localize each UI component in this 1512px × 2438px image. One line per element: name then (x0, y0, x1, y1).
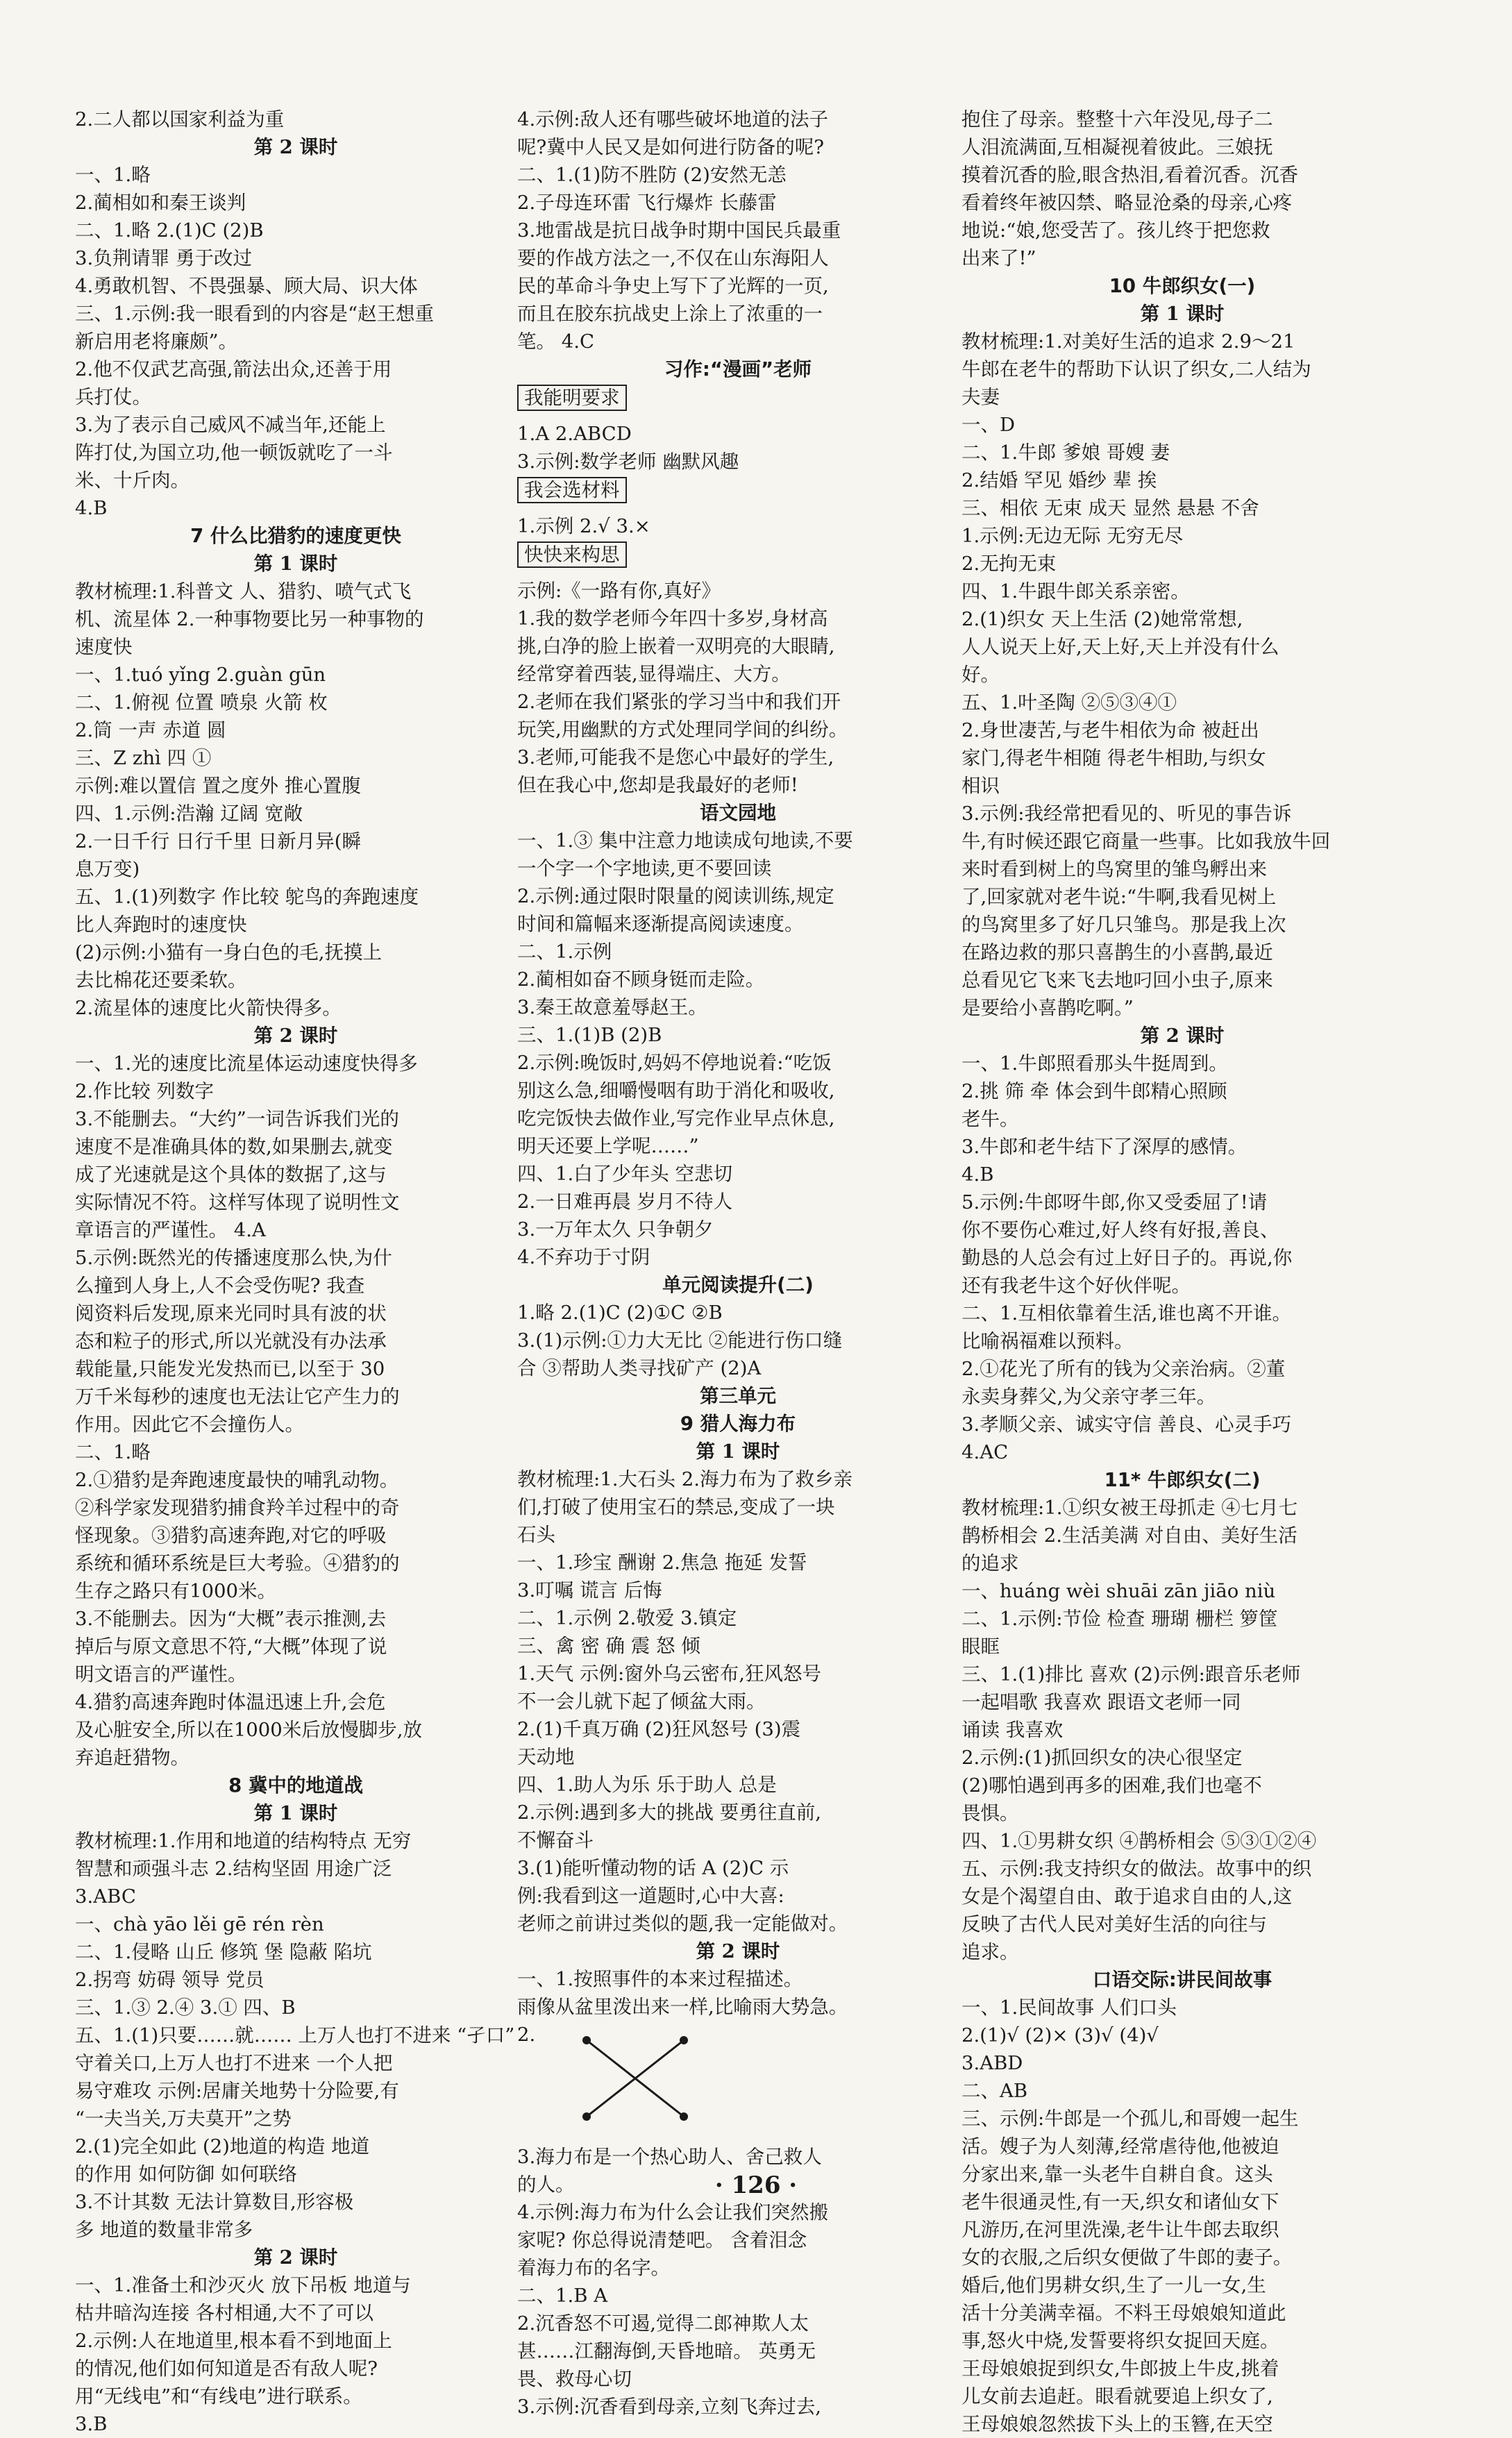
answer-line: 3.海力布是一个热心助人、舍己救人 (517, 2146, 822, 2168)
answer-line: 教材梳理:1.作用和地道的结构特点 无穷 (75, 1830, 412, 1852)
answer-line: 4.猎豹高速奔跑时体温迅速上升,会危 (75, 1691, 386, 1713)
answer-line: “一夫当关,万夫莫开”之势 (75, 2108, 292, 2130)
answer-line: 态和粒子的形式,所以光就没有办法承 (75, 1330, 387, 1352)
answer-line: 的追求 (961, 1552, 1019, 1574)
answer-line: 3.不能删去。因为“大概”表示推测,去 (75, 1608, 387, 1630)
answer-line: 四、1.白了少年头 空悲切 (517, 1163, 732, 1185)
answer-line: 2.示例:(1)抓回织女的决心很坚定 (961, 1747, 1243, 1769)
answer-line (517, 2021, 959, 2143)
answer-line: 3.B (75, 2413, 108, 2435)
answer-line: 分家出来,靠一头老牛自耕自食。这头 (961, 2163, 1273, 2185)
answer-line: 万千米每秒的速度也无法让它产生力的 (75, 1386, 400, 1408)
answer-line: 二、AB (961, 2080, 1028, 2102)
answer-line: 2.子母连环雷 飞行爆炸 长藤雷 (517, 192, 777, 214)
answer-line: 天动地 (517, 1746, 575, 1768)
answer-line: 3.老师,可能我不是您心中最好的学生, (517, 746, 834, 768)
answer-line: 阵打仗,为国立功,他一顿饭就吃了一斗 (75, 442, 393, 464)
answer-line: 地说:“娘,您受苦了。孩儿终于把您救 (961, 219, 1270, 242)
answer-line: 载能量,只能发光发热而已,以至于 30 (75, 1358, 385, 1380)
answer-line: 2.沉香怒不可遏,觉得二郎神欺人太 (517, 2312, 809, 2335)
answer-line: 吃完饭快去做作业,写完作业早点休息, (517, 1107, 835, 1129)
answer-line: 三、1.(1)排比 喜欢 (2)示例:跟音乐老师 (961, 1663, 1301, 1685)
answer-line: 牛,有时候还跟它商量一些事。比如我放牛回 (961, 830, 1331, 852)
answer-line: 事,怒火中烧,发誓要将织女捉回天庭。 (961, 2330, 1279, 2352)
answer-line: 一、1.略 (75, 164, 151, 186)
section-heading: 单元阅读提升(二) (662, 1274, 814, 1296)
answer-line: 2.示例:遇到多大的挑战 要勇往直前, (517, 1801, 821, 1824)
answer-line: 3.ABD (961, 2052, 1023, 2074)
answer-line: 三、相依 无束 成天 显然 悬悬 不舍 (961, 497, 1259, 519)
answer-line: 3.地雷战是抗日战争时期中国民兵最重 (517, 219, 841, 242)
answer-line: 勤恳的人总会有过上好日子的。再说,你 (961, 1247, 1293, 1269)
answer-line: 2.无拘无束 (961, 553, 1057, 575)
answer-line: 教材梳理:1.对美好生活的追求 2.9～21 (961, 330, 1295, 353)
answer-line: 牛郎在老牛的帮助下认识了织女,二人结为 (961, 358, 1311, 380)
answer-line: 速度快 (75, 636, 133, 658)
answer-line: 3.为了表示自己威风不减当年,还能上 (75, 414, 386, 436)
lesson-heading: 第 2 课时 (696, 1940, 780, 1962)
answer-line: 弃追赶猎物。 (75, 1747, 190, 1769)
answer-line: 二、1.侵略 山丘 修筑 堡 隐蔽 陷坑 (75, 1941, 372, 1963)
answer-line: 看着终年被囚禁、略显沧桑的母亲,心疼 (961, 192, 1293, 214)
answer-line: 兵打仗。 (75, 386, 151, 408)
answer-line: 抱住了母亲。整整十六年没见,母子二 (961, 108, 1273, 131)
answer-line: 二、1.俯视 位置 喷泉 火箭 枚 (75, 691, 328, 714)
answer-line: 女是个渴望自由、敢于追求自由的人,这 (961, 1885, 1293, 1908)
answer-line: 婚后,他们男耕女织,生了一儿一女,生 (961, 2274, 1266, 2296)
answer-line: 息万变) (75, 858, 140, 880)
answer-line: 人泪流满面,互相凝视着彼此。三娘抚 (961, 136, 1273, 158)
answer-line: 一、1.③ 集中注意力地读成句地读,不要 (517, 830, 853, 852)
answer-line: 三、Z zhì 四 ① (75, 747, 212, 769)
answer-line: 2.一日千行 日行千里 日新月异(瞬 (75, 830, 361, 852)
answer-line: 畏、救母心切 (517, 2368, 632, 2390)
lesson-heading: 第 1 课时 (1140, 303, 1225, 325)
answer-line: 实际情况不符。这样写体现了说明性文 (75, 1191, 400, 1213)
answer-line: 明文语言的严谨性。 (75, 1663, 247, 1685)
answer-line: 2.一日难再晨 岁月不待人 (517, 1191, 732, 1213)
answer-line: 家呢? 你总得说清楚吧。 含着泪念 (517, 2229, 807, 2251)
answer-line: 凡游历,在河里洗澡,老牛让牛郎去取织 (961, 2219, 1279, 2241)
answer-line: 1.示例:无边无际 无穷无尽 (961, 525, 1184, 547)
answer-line: 是要给小喜鹊吃啊。” (961, 997, 1134, 1019)
answer-line: 三、示例:牛郎是一个孤儿,和哥嫂一起生 (961, 2108, 1299, 2130)
answer-line: 一、huáng wèi shuāi zān jiāo niù (961, 1580, 1276, 1602)
answer-line: 教材梳理:1.科普文 人、猎豹、喷气式飞 (75, 580, 412, 603)
answer-line: 2.身世凄苦,与老牛相依为命 被赶出 (961, 719, 1259, 741)
answer-line: 而且在胶东抗战史上涂上了浓重的一 (517, 303, 823, 325)
answer-line: 3.ABC (75, 1885, 136, 1908)
answer-line: 守着关口,上万人也打不进来 一个人把 (75, 2052, 393, 2074)
answer-line: 二、1.(1)防不胜防 (2)安然无恙 (517, 164, 787, 186)
answer-line: 1.示例 2.√ 3.× (517, 515, 650, 537)
answer-line: 新启用老将廉颇”。 (75, 330, 238, 353)
answer-line: 一、1.tuó yǐng 2.guàn gūn (75, 664, 326, 686)
answer-line: 示例:难以置信 置之度外 推心置腹 (75, 775, 361, 797)
answer-line: 2.(1)千真万确 (2)狂风怒号 (3)震 (517, 1718, 801, 1740)
answer-line: 3.秦王故意羞辱赵王。 (517, 996, 707, 1018)
section-heading: 11* 牛郎织女(二) (1104, 1469, 1261, 1491)
answer-line: 用“无线电”和“有线电”进行联系。 (75, 2385, 362, 2407)
answer-line: 2.(1)完全如此 (2)地道的构造 地道 (75, 2135, 370, 2158)
answer-line: 诵读 我喜欢 (961, 1719, 1064, 1741)
answer-line: 二、1.略 (75, 1441, 151, 1463)
answer-line: 3.示例:沉香看到母亲,立刻飞奔过去, (517, 2396, 821, 2418)
answer-line: 四、1.①男耕女织 ④鹊桥相会 ⑤③①②④ (961, 1830, 1317, 1852)
answer-line: 比人奔跑时的速度快 (75, 914, 247, 936)
answer-line: 二、1.互相依靠着生活,谁也离不开谁。 (961, 1302, 1291, 1325)
answer-line: 的情况,他们如何知道是否有敌人呢? (75, 2357, 378, 2380)
answer-line: 玩笑,用幽默的方式处理同学间的纠纷。 (517, 718, 848, 741)
answer-line: 眼眶 (961, 1636, 1000, 1658)
lesson-heading: 第 2 课时 (1140, 1025, 1225, 1047)
answer-line: 2.①猎豹是奔跑速度最快的哺乳动物。 (75, 1469, 399, 1491)
answer-line: 儿女前去追赶。眼看就要追上织女了, (961, 2385, 1273, 2407)
answer-line: 2.示例:通过限时限量的阅读训练,规定 (517, 885, 834, 907)
answer-line: 2.蔺相如和秦王谈判 (75, 192, 246, 214)
boxed-heading: 我会选材料 (517, 477, 627, 503)
answer-line: 一、1.牛郎照看那头牛挺周到。 (961, 1052, 1228, 1075)
answer-line: 3.不能删去。“大约”一词告诉我们光的 (75, 1108, 399, 1130)
answer-line: 二、1.示例:节俭 检查 珊瑚 栅栏 箩筐 (961, 1608, 1278, 1630)
answer-line: 要的作战方法之一,不仅在山东海阳人 (517, 247, 829, 269)
answer-line: 王母娘娘忽然拔下头上的玉簪,在天空 (961, 2413, 1273, 2435)
answer-line: 系统和循环系统是巨大考验。④猎豹的 (75, 1552, 400, 1574)
answer-line: 4.B (961, 1163, 994, 1186)
section-heading: 语文园地 (700, 802, 776, 824)
answer-line: 教材梳理:1.①织女被王母抓走 ④七月七 (961, 1497, 1298, 1519)
answer-line: 枯井暗沟连接 各村相通,大不了可以 (75, 2302, 373, 2324)
answer-line: 甚……江翻海倒,天昏地暗。 英勇无 (517, 2340, 816, 2362)
answer-line: 呢?冀中人民又是如何进行防备的呢? (517, 136, 824, 158)
answer-line: 四、1.牛跟牛郎关系亲密。 (961, 580, 1190, 603)
answer-line: 三、1.(1)B (2)B (517, 1024, 662, 1046)
answer-line: 2.挑 筛 牵 体会到牛郎精心照顾 (961, 1080, 1227, 1102)
answer-column-left (75, 106, 516, 2438)
answer-line: (2)哪怕遇到再多的困难,我们也毫不 (961, 1774, 1262, 1797)
answer-line: 生存之路只有1000米。 (75, 1580, 276, 1602)
answer-line: 及心脏安全,所以在1000米后放慢脚步,放 (75, 1719, 422, 1741)
section-heading: 习作:“漫画”老师 (664, 358, 812, 380)
answer-line: 2.拐弯 妨碍 领导 党员 (75, 1969, 264, 1991)
section-heading: 8 冀中的地道战 (228, 1774, 363, 1797)
answer-line: 的鸟窝里多了好几只雏鸟。那是我上次 (961, 914, 1286, 936)
answer-line: 畏惧。 (961, 1802, 1019, 1824)
answer-line: 二、1.牛郎 爹娘 哥嫂 妻 (961, 442, 1170, 464)
answer-line: 2.示例:晚饭时,妈妈不停地说着:“吃饭 (517, 1052, 832, 1074)
answer-line: 3.叮嘱 谎言 后悔 (517, 1579, 662, 1601)
answer-line: 五、1.叶圣陶 ②⑤③④① (961, 691, 1177, 714)
answer-line: 五、1.(1)列数字 作比较 鸵鸟的奔跑速度 (75, 886, 419, 908)
answer-line: 你不要伤心难过,好人终有好报,善良、 (961, 1219, 1279, 1241)
answer-line: 还有我老牛这个好伙伴呢。 (961, 1275, 1191, 1297)
answer-line: 章语言的严谨性。 4.A (75, 1219, 266, 1241)
answer-line: 的作用 如何防御 如何联络 (75, 2163, 297, 2185)
answer-line: 一、1.按照事件的本来过程描述。 (517, 1968, 803, 1990)
answer-line: 三、禽 密 确 震 怒 倾 (517, 1635, 700, 1657)
answer-line: 4.AC (961, 1441, 1009, 1463)
answer-line: 1.天气 示例:窗外乌云密布,狂风怒号 (517, 1663, 821, 1685)
answer-line: 机、流星体 2.一种事物要比另一种事物的 (75, 608, 424, 630)
answer-line: 出来了!” (961, 247, 1036, 269)
answer-line: 一个字一个字地读,更不要回读 (517, 857, 772, 880)
answer-line: 五、1.(1)只要……就…… 上万人也打不进来 “孑口” (75, 2024, 515, 2046)
answer-line: 石头 (517, 1524, 555, 1546)
answer-line: 摸着沉香的脸,眼含热泪,看着沉香。沉香 (961, 164, 1298, 186)
answer-line: 了,回家就对老牛说:“牛啊,我看见树上 (961, 886, 1277, 908)
section-heading: 9 猎人海力布 (680, 1413, 796, 1435)
answer-line: 4.不弃功于寸阴 (517, 1246, 650, 1268)
answer-line: 3.牛郎和老牛结下了深厚的感情。 (961, 1136, 1248, 1158)
answer-line: 二、1.B A (517, 2285, 608, 2307)
answer-line: 2.蔺相如奋不顾身铤而走险。 (517, 968, 765, 991)
answer-line: 一、1.光的速度比流星体运动速度快得多 (75, 1052, 418, 1075)
answer-line: 作用。因此它不会撞伤人。 (75, 1413, 304, 1436)
answer-line: 老师之前讲过类似的题,我一定能做对。 (517, 1912, 848, 1935)
answer-line: 永卖身葬父,为父亲守孝三年。 (961, 1386, 1216, 1408)
answer-line: 别这么急,细嚼慢咽有助于消化和吸收, (517, 1079, 835, 1102)
answer-column-right (961, 106, 1403, 2438)
answer-line: 3.一万年太久 只争朝夕 (517, 1218, 714, 1241)
answer-line: 一、1.民间故事 人们口头 (961, 1996, 1177, 2019)
answer-line: 来时看到树上的鸟窝里的雏鸟孵出来 (961, 858, 1267, 880)
answer-line: 3.(1)示例:①力大无比 ②能进行伤口缝 (517, 1329, 843, 1352)
answer-line: 的人。 (517, 2174, 575, 2196)
answer-line: 2.①花光了所有的钱为父亲治病。②董 (961, 1358, 1286, 1380)
answer-line: 在路边救的那只喜鹊生的小喜鹊,最近 (961, 941, 1273, 964)
answer-line: 4.B (75, 497, 108, 519)
answer-line: 王母娘娘捉到织女,牛郎披上牛皮,挑着 (961, 2357, 1279, 2380)
answer-line: 去比棉花还要柔软。 (75, 969, 247, 991)
answer-line: 2.(1)织女 天上生活 (2)她常常想, (961, 608, 1243, 630)
answer-line: 1.略 2.(1)C (2)①C ②B (517, 1302, 723, 1324)
answer-line: 怪现象。③猎豹高速奔跑,对它的呼吸 (75, 1524, 387, 1547)
answer-line: 老牛。 (961, 1108, 1019, 1130)
answer-line: 笔。 4.C (517, 330, 595, 353)
answer-line: 阅资料后发现,原来光同时具有波的状 (75, 1302, 387, 1325)
answer-line: 2.(1)√ (2)× (3)√ (4)√ (961, 2024, 1159, 2046)
answer-line: 1.我的数学老师今年四十多岁,身材高 (517, 607, 828, 630)
answer-line: 教材梳理:1.大石头 2.海力布为了救乡亲 (517, 1468, 852, 1490)
answer-line: 家门,得老牛相随 得老牛相助,与织女 (961, 747, 1266, 769)
answer-line: 时间和篇幅来逐渐提高阅读速度。 (517, 913, 804, 935)
answer-line: 着海力布的名字。 (517, 2257, 670, 2279)
answer-line: 3.示例:我经常把看见的、听见的事告诉 (961, 802, 1292, 825)
answer-line: 5.示例:既然光的传播速度那么快,为什 (75, 1247, 392, 1269)
answer-line: 老牛很通灵性,有一天,织女和诸仙女下 (961, 2191, 1279, 2213)
answer-line: 雨像从盆里泼出来一样,比喻雨大势急。 (517, 1996, 848, 2018)
answer-line: 一、1.珍宝 酬谢 2.焦急 拖延 发誓 (517, 1552, 807, 1574)
answer-line: 二、1.示例 2.敬爱 3.镇定 (517, 1607, 737, 1629)
answer-line: 夫妻 (961, 386, 1000, 408)
answer-line: 女的衣服,之后织女便做了牛郎的妻子。 (961, 2246, 1293, 2269)
answer-line: 么撞到人身上,人不会受伤呢? 我查 (75, 1275, 365, 1297)
section-heading: 7 什么比猎豹的速度更快 (190, 525, 401, 547)
answer-line: 挑,白净的脸上嵌着一双明亮的大眼睛, (517, 635, 835, 657)
answer-line: 2.作比较 列数字 (75, 1080, 214, 1102)
answer-line: 2.示例:人在地道里,根本看不到地面上 (75, 2330, 392, 2352)
answer-line: ②科学家发现猎豹捕食羚羊过程中的奇 (75, 1497, 400, 1519)
answer-line: 二、1.示例 (517, 941, 612, 963)
answer-line: 不一会儿就下起了倾盆大雨。 (517, 1690, 766, 1713)
answer-line: 2.流星体的速度比火箭快得多。 (75, 997, 342, 1019)
lesson-heading: 第 1 课时 (253, 553, 338, 575)
lesson-heading: 第 1 课时 (696, 1440, 780, 1463)
figure-label: 2. (517, 2024, 536, 2046)
answer-line: 们,打破了使用宝石的禁忌,变成了一块 (517, 1496, 835, 1518)
answer-line: 鹊桥相会 2.生活美满 对自由、美好生活 (961, 1524, 1297, 1547)
answer-line: 示例:《一路有你,真好》 (517, 580, 721, 602)
answer-line: 多 地道的数量非常多 (75, 2219, 253, 2241)
answer-line: 明天还要上学呢……” (517, 1135, 699, 1157)
answer-line: 4.勇敢机智、不畏强暴、顾大局、识大体 (75, 275, 418, 297)
answer-line: 3.负荆请罪 勇于改过 (75, 247, 252, 269)
answer-line: 2.二人都以国家利益为重 (75, 108, 285, 131)
answer-line: 活。嫂子为人刻薄,经常虐待他,他被迫 (961, 2135, 1279, 2158)
answer-line: 成了光速就是这个具体的数据了,这与 (75, 1163, 387, 1186)
answer-line: 一、1.准备土和沙灭火 放下吊板 地道与 (75, 2274, 411, 2296)
answer-line: 2.筒 一声 赤道 圆 (75, 719, 226, 741)
answer-line: 智慧和顽强斗志 2.结构坚固 用途广泛 (75, 1858, 392, 1880)
answer-line: 2.老师在我们紧张的学习当中和我们开 (517, 691, 841, 713)
answer-line: 5.示例:牛郎呀牛郎,你又受委屈了!请 (961, 1191, 1268, 1213)
answer-line: 例:我看到这一道题时,心中大喜: (517, 1885, 784, 1907)
answer-line: 但在我心中,您却是我最好的老师! (517, 774, 798, 796)
answer-line: 3.不计其数 无法计算数目,形容极 (75, 2191, 354, 2213)
answer-line: (2)示例:小猫有一身白色的毛,抚摸上 (75, 941, 382, 964)
answer-line: 民的革命斗争史上写下了光辉的一页, (517, 275, 829, 297)
answer-line: 不懈奋斗 (517, 1829, 594, 1851)
answer-line: 三、1.③ 2.④ 3.① 四、B (75, 1996, 296, 2019)
answer-line: 相识 (961, 775, 1000, 797)
section-heading: 10 牛郎织女(一) (1109, 275, 1256, 297)
answer-line: 1.A 2.ABCD (517, 423, 632, 445)
lesson-heading: 第 1 课时 (253, 1802, 338, 1824)
lesson-heading: 第 2 课时 (253, 2246, 338, 2269)
answer-line: 2.结婚 罕见 婚纱 辈 挨 (961, 469, 1157, 491)
answer-line: 易守难攻 示例:居庸关地势十分险要,有 (75, 2080, 399, 2102)
page-number: · 126 · (714, 2171, 798, 2199)
answer-line: 比喻祸福难以预料。 (961, 1330, 1134, 1352)
answer-line: 3.示例:数学老师 幽默风趣 (517, 451, 739, 473)
section-heading: 口语交际:讲民间故事 (1092, 1969, 1272, 1991)
answer-line: 3.孝顺父亲、诚实守信 善良、心灵手巧 (961, 1413, 1291, 1436)
answer-line: 四、1.助人为乐 乐于助人 总是 (517, 1774, 777, 1796)
answer-line: 合 ③帮助人类寻找矿产 (2)A (517, 1357, 762, 1379)
answer-line: 速度不是准确具体的数,如果删去,就变 (75, 1136, 393, 1158)
answer-line: 2.他不仅武艺高强,箭法出众,还善于用 (75, 358, 392, 380)
answer-line: 活十分美满幸福。不料王母娘娘知道此 (961, 2302, 1286, 2324)
answer-line: 掉后与原文意思不符,“大概”体现了说 (75, 1636, 387, 1658)
matching-lines-figure (580, 2026, 705, 2130)
answer-line: 4.示例:敌人还有哪些破坏地道的法子 (517, 108, 829, 131)
answer-line: 二、1.略 2.(1)C (2)B (75, 219, 264, 242)
answer-column-middle (517, 106, 959, 2421)
answer-line: 一、D (961, 414, 1016, 436)
boxed-heading: 我能明要求 (517, 385, 627, 411)
answer-line: 一起唱歌 我喜欢 跟语文老师一同 (961, 1691, 1241, 1713)
answer-line: 4.示例:海力布为什么会让我们突然搬 (517, 2201, 829, 2223)
answer-line: 五、示例:我支持织女的做法。故事中的织 (961, 1858, 1312, 1880)
answer-line: 米、十斤肉。 (75, 469, 190, 491)
answer-line: 反映了古代人民对美好生活的向往与 (961, 1913, 1267, 1935)
boxed-heading: 快快来构思 (517, 541, 627, 568)
answer-line: 四、1.示例:浩瀚 辽阔 宽敞 (75, 802, 303, 825)
answer-line: 一、chà yāo lěi gē rén rèn (75, 1913, 324, 1935)
answer-line: 三、1.示例:我一眼看到的内容是“赵王想重 (75, 303, 435, 325)
lesson-heading: 第 2 课时 (253, 136, 338, 158)
answer-line: 经常穿着西装,显得端庄、大方。 (517, 663, 791, 685)
answer-line: 追求。 (961, 1941, 1019, 1963)
answer-line: 人人说天上好,天上好,天上并没有什么 (961, 636, 1279, 658)
answer-line: 3.(1)能听懂动物的话 A (2)C 示 (517, 1857, 789, 1879)
answer-line: 总看见它飞来飞去地叼回小虫子,原来 (961, 969, 1273, 991)
answer-line: 好。 (961, 664, 1000, 686)
section-heading: 第三单元 (700, 1385, 776, 1407)
lesson-heading: 第 2 课时 (253, 1025, 338, 1047)
